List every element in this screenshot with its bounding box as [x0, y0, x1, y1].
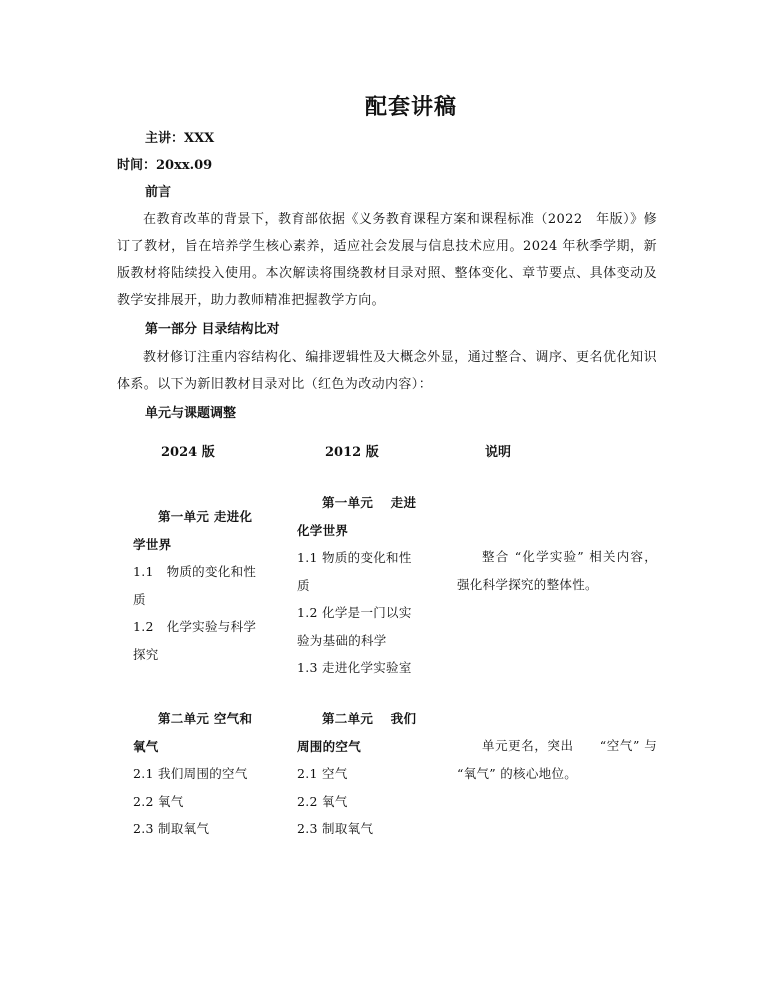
document-title: 配套讲稿 — [364, 94, 457, 120]
old-cell — [297, 705, 423, 843]
new-item: 2.1 我们周围的空气 — [133, 766, 248, 781]
part1-heading: 第一部分 目录结构比对 — [145, 322, 280, 337]
header-note: 说明 — [485, 445, 512, 460]
new-unit: 第一单元 走进化学世界 — [133, 509, 253, 552]
date: 时间：20xx.09 — [117, 158, 213, 173]
old-item: 1.1 物质的变化和性质 — [297, 550, 412, 593]
preface-heading: 前言 — [145, 185, 172, 200]
new-unit: 第二单元 空气和氧气 — [133, 711, 253, 754]
speaker: 主讲：XXX — [145, 131, 215, 146]
new-item: 2.3 制取氧气 — [133, 821, 210, 836]
old-unit: 第二单元 我们周围的空气 — [297, 711, 417, 754]
new-item: 1.2 化学实验与科学探究 — [133, 619, 257, 662]
old-item: 1.3 走进化学实验室 — [297, 660, 412, 675]
header-2012: 2012 版 — [325, 445, 379, 460]
old-item: 1.2 化学是一门以实验为基础的科学 — [297, 605, 412, 648]
old-unit: 第一单元 走进化学世界 — [297, 495, 417, 538]
new-item: 2.2 氧气 — [133, 793, 184, 809]
table-row — [133, 503, 265, 668]
note: 整合 “化学实验” 相关内容，强化科学探究的整体性。 — [457, 549, 657, 592]
header-2024: 2024 版 — [161, 445, 215, 460]
subheading: 单元与课题调整 — [145, 406, 237, 421]
old-item: 2.2 氧气 — [297, 793, 348, 809]
table-row — [133, 705, 265, 843]
new-item: 1.1 物质的变化和性质 — [133, 564, 257, 607]
old-item: 2.3 制取氧气 — [297, 821, 374, 836]
part1-paragraph: 教材修订注重内容结构化、编排逻辑性及大概念外显，通过整合、调序、更名优化知识体系。以下为新旧教材目录对比（红色为改动内容）： — [117, 350, 657, 392]
note: 单元更名，突出 “空气” 与 “氧气” 的核心地位。 — [457, 738, 657, 781]
old-cell — [297, 489, 423, 682]
old-item: 2.1 空气 — [297, 766, 348, 781]
preface-paragraph: 在教育改革的背景下，教育部依据《义务教育课程方案和课程标准（2022 年版）》修订了教材，旨在培养学生核心素养，适应社会发展与信息技术应用。2024 年秋季学期，新版教材将陆续投入使用。本次解读将围绕教材目录对照、整体变化、章节要点、具体变动及教学安排展开，助力教师精准把握教学方向。 — [117, 212, 657, 308]
